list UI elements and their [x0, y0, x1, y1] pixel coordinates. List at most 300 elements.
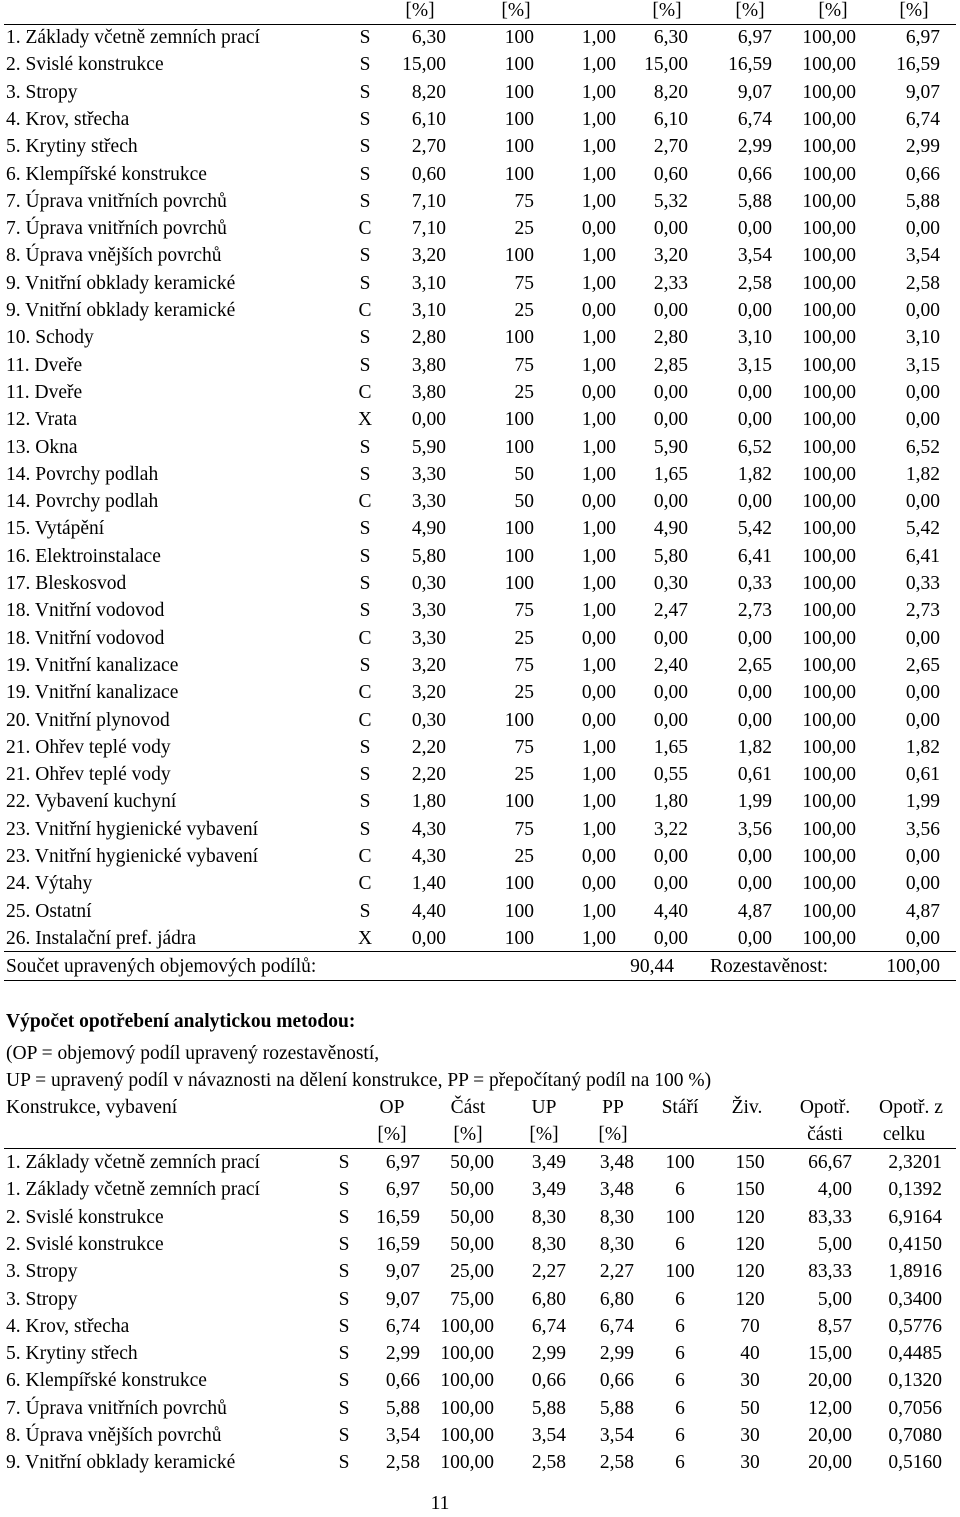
cell-value: 3,56 — [905, 818, 940, 840]
cell-value: 1,00 — [581, 436, 616, 458]
cell-value: 6,74 — [599, 1315, 634, 1337]
cell-name: 8. Úprava vnějších povrchů — [6, 245, 222, 267]
cell-value: 3,15 — [737, 354, 772, 376]
cell-value: 100,00 — [802, 518, 856, 540]
cell-value: 75 — [514, 654, 534, 676]
cell-value: 6,97 — [737, 27, 772, 48]
table-row — [0, 1313, 960, 1340]
cell-value: 2,58 — [599, 1452, 634, 1474]
unit-label: [%] — [899, 0, 929, 21]
cell-value: 5,00 — [817, 1288, 852, 1310]
cell-name: 19. Vnitřní kanalizace — [6, 654, 179, 676]
cell-name: 17. Bleskosvod — [6, 573, 127, 594]
cell-value: 25 — [514, 846, 534, 867]
cell-value: 120 — [735, 1288, 765, 1310]
cell-value: 6 — [675, 1179, 685, 1201]
cell-type: C — [358, 381, 372, 403]
cell-type: S — [359, 545, 371, 567]
table-row — [0, 570, 960, 597]
table1-unit-header — [0, 0, 960, 24]
table-row — [0, 543, 960, 570]
table-row — [0, 1231, 960, 1258]
cell-type: S — [338, 1261, 350, 1283]
cell-value: 16,59 — [896, 54, 940, 76]
table-row — [0, 707, 960, 734]
cell-value: 0,66 — [737, 163, 772, 185]
cell-value: 100,00 — [802, 27, 856, 48]
cell-value: 4,40 — [411, 900, 446, 922]
cell-value: 0,00 — [905, 846, 940, 867]
cell-value: 0,1320 — [888, 1370, 942, 1392]
cell-value: 8,20 — [411, 81, 446, 103]
cell-type: S — [338, 1343, 350, 1365]
cell-value: 150 — [735, 1152, 765, 1173]
cell-value: 100,00 — [802, 81, 856, 103]
cell-value: 2,65 — [737, 654, 772, 676]
table1-bottom-rule — [4, 980, 956, 981]
cell-name: 8. Úprava vnějších povrchů — [6, 1425, 222, 1446]
cell-value: 3,49 — [531, 1152, 566, 1173]
cell-value: 1,00 — [581, 136, 616, 158]
cell-value: 100 — [504, 518, 534, 540]
cell-type: S — [359, 518, 371, 540]
cell-value: 6,80 — [599, 1288, 634, 1310]
cell-value: 0,00 — [653, 381, 688, 403]
cell-value: 100,00 — [802, 272, 856, 294]
col-header: UP — [531, 1097, 557, 1118]
cell-value: 6,52 — [737, 436, 772, 458]
cell-value: 50,00 — [450, 1206, 494, 1228]
cell-value: 20,00 — [808, 1425, 852, 1446]
cell-value: 100,00 — [802, 327, 856, 349]
cell-name: 9. Vnitřní obklady keramické — [6, 300, 236, 321]
cell-value: 2,70 — [411, 136, 446, 158]
cell-value: 6 — [675, 1452, 685, 1474]
cell-value: 1,00 — [581, 764, 616, 786]
cell-value: 0,33 — [737, 573, 772, 594]
cell-type: S — [359, 354, 371, 376]
cell-type: S — [359, 463, 371, 485]
cell-value: 100 — [504, 245, 534, 267]
cell-value: 2,58 — [905, 272, 940, 294]
cell-value: 0,4150 — [888, 1233, 942, 1255]
cell-value: 5,90 — [411, 436, 446, 458]
cell-value: 0,00 — [581, 218, 616, 240]
cell-value: 3,54 — [599, 1425, 634, 1446]
cell-value: 0,00 — [581, 300, 616, 321]
cell-value: 1,00 — [581, 81, 616, 103]
table-row — [0, 761, 960, 788]
cell-type: C — [358, 491, 372, 513]
cell-value: 100,00 — [802, 846, 856, 867]
cell-value: 7,10 — [411, 190, 446, 212]
cell-type: S — [359, 900, 371, 922]
table-row — [0, 324, 960, 351]
cell-name: 12. Vrata — [6, 409, 78, 431]
table-row — [0, 106, 960, 133]
cell-value: 0,00 — [581, 381, 616, 403]
cell-value: 3,30 — [411, 600, 446, 622]
table-row — [0, 1176, 960, 1203]
cell-value: 0,00 — [653, 709, 688, 731]
unit-label: [%] — [405, 0, 435, 21]
cell-value: 1,00 — [581, 463, 616, 485]
cell-value: 0,00 — [737, 709, 772, 731]
cell-value: 0,00 — [653, 873, 688, 895]
cell-value: 0,00 — [737, 682, 772, 704]
cell-value: 0,00 — [653, 927, 688, 949]
cell-value: 6,74 — [531, 1315, 566, 1337]
cell-value: 3,54 — [385, 1425, 420, 1446]
cell-value: 30 — [740, 1452, 760, 1474]
cell-name: 25. Ostatní — [6, 900, 92, 922]
cell-type: S — [359, 81, 371, 103]
cell-value: 16,59 — [376, 1233, 420, 1255]
cell-value: 100 — [504, 573, 534, 594]
cell-value: 3,48 — [599, 1179, 634, 1201]
cell-value: 1,00 — [581, 600, 616, 622]
cell-name: 2. Svislé konstrukce — [6, 1206, 164, 1228]
cell-value: 1,00 — [581, 163, 616, 185]
cell-value: 3,48 — [599, 1152, 634, 1173]
cell-type: S — [338, 1152, 350, 1173]
cell-value: 0,00 — [905, 218, 940, 240]
col-unit: části — [807, 1124, 843, 1145]
cell-value: 50,00 — [450, 1179, 494, 1201]
cell-value: 3,56 — [737, 818, 772, 840]
table-row — [0, 1258, 960, 1285]
table-row — [0, 898, 960, 925]
cell-value: 8,30 — [599, 1233, 634, 1255]
cell-value: 2,40 — [653, 654, 688, 676]
cell-value: 100 — [504, 327, 534, 349]
table-row — [0, 352, 960, 379]
cell-type: X — [357, 409, 373, 431]
table-row — [0, 1422, 960, 1449]
cell-value: 2,58 — [385, 1452, 420, 1474]
cell-value: 0,00 — [411, 409, 446, 431]
cell-name: 7. Úprava vnitřních povrchů — [6, 218, 227, 240]
cell-value: 3,49 — [531, 1179, 566, 1201]
cell-value: 6,10 — [653, 108, 688, 130]
cell-value: 2,99 — [531, 1343, 566, 1365]
table-row — [0, 1286, 960, 1313]
table-row — [0, 133, 960, 160]
cell-value: 4,30 — [411, 818, 446, 840]
cell-value: 30 — [740, 1425, 760, 1446]
cell-type: C — [358, 627, 372, 649]
section-note-line1: (OP = objemový podíl upravený rozestavěností, — [6, 1043, 380, 1064]
cell-value: 3,22 — [653, 818, 688, 840]
cell-value: 3,15 — [905, 354, 940, 376]
cell-value: 100,00 — [802, 463, 856, 485]
cell-name: 23. Vnitřní hygienické vybavení — [6, 846, 259, 867]
cell-value: 6,74 — [737, 108, 772, 130]
section-note-line2: UP = upravený podíl v návaznosti na dělení konstrukce, PP = přepočítaný podíl na 100 %) — [6, 1070, 712, 1091]
cell-value: 50 — [514, 463, 534, 485]
cell-value: 100,00 — [802, 764, 856, 786]
cell-value: 6,10 — [411, 108, 446, 130]
cell-value: 6,9164 — [888, 1206, 942, 1228]
cell-value: 100,00 — [802, 791, 856, 813]
cell-value: 12,00 — [808, 1397, 852, 1419]
cell-value: 120 — [735, 1233, 765, 1255]
cell-name: 14. Povrchy podlah — [6, 491, 159, 513]
cell-value: 6 — [675, 1370, 685, 1392]
completion-value: 100,00 — [886, 956, 940, 977]
cell-value: 100 — [504, 900, 534, 922]
cell-value: 0,00 — [581, 846, 616, 867]
cell-value: 5,88 — [905, 190, 940, 212]
col-header: PP — [602, 1097, 624, 1118]
cell-type: S — [338, 1315, 350, 1337]
cell-type: S — [359, 436, 371, 458]
cell-value: 100,00 — [802, 736, 856, 758]
table-row — [0, 461, 960, 488]
cell-value: 100,00 — [802, 627, 856, 649]
cell-value: 1,00 — [581, 900, 616, 922]
cell-value: 100 — [504, 163, 534, 185]
cell-value: 20,00 — [808, 1452, 852, 1474]
table-row — [0, 1367, 960, 1394]
col-unit: [%] — [453, 1124, 483, 1145]
cell-value: 0,00 — [737, 846, 772, 867]
cell-value: 0,7056 — [888, 1397, 942, 1419]
cell-value: 100,00 — [802, 873, 856, 895]
cell-value: 0,00 — [905, 381, 940, 403]
cell-value: 0,5160 — [888, 1452, 942, 1474]
cell-value: 0,3400 — [888, 1288, 942, 1310]
cell-value: 100,00 — [802, 682, 856, 704]
table-row — [0, 1340, 960, 1367]
cell-value: 100,00 — [440, 1370, 494, 1392]
cell-value: 0,00 — [653, 218, 688, 240]
cell-type: S — [359, 818, 371, 840]
cell-value: 0,00 — [581, 873, 616, 895]
cell-value: 7,10 — [411, 218, 446, 240]
cell-value: 15,00 — [644, 54, 688, 76]
cell-value: 5,42 — [905, 518, 940, 540]
cell-value: 3,10 — [411, 272, 446, 294]
cell-value: 0,00 — [905, 873, 940, 895]
table-row — [0, 297, 960, 324]
cell-type: X — [357, 927, 373, 949]
cell-value: 1,80 — [653, 791, 688, 813]
cell-value: 2,70 — [653, 136, 688, 158]
cell-value: 0,00 — [737, 873, 772, 895]
cell-name: 3. Stropy — [6, 1261, 78, 1283]
cell-value: 4,40 — [653, 900, 688, 922]
col-header: Opotř. z — [879, 1097, 943, 1118]
cell-value: 0,30 — [653, 573, 688, 594]
cell-value: 1,00 — [581, 327, 616, 349]
cell-value: 1,00 — [581, 272, 616, 294]
cell-value: 5,80 — [411, 545, 446, 567]
cell-value: 8,30 — [531, 1233, 566, 1255]
cell-value: 100 — [504, 108, 534, 130]
cell-value: 1,00 — [581, 545, 616, 567]
cell-name: 11. Dveře — [6, 354, 83, 376]
cell-value: 120 — [735, 1261, 765, 1283]
cell-type: S — [338, 1206, 350, 1228]
cell-value: 2,27 — [599, 1261, 634, 1283]
col-header: Konstrukce, vybavení — [6, 1097, 178, 1118]
cell-value: 100,00 — [802, 108, 856, 130]
cell-type: S — [359, 190, 371, 212]
cell-value: 100 — [504, 545, 534, 567]
cell-name: 1. Základy včetně zemních prací — [6, 27, 260, 48]
cell-value: 8,30 — [599, 1206, 634, 1228]
table-row — [0, 816, 960, 843]
cell-value: 100,00 — [440, 1452, 494, 1474]
cell-value: 5,90 — [653, 436, 688, 458]
cell-type: S — [359, 327, 371, 349]
cell-value: 8,30 — [531, 1206, 566, 1228]
cell-value: 6,97 — [385, 1152, 420, 1173]
cell-value: 100 — [665, 1261, 695, 1283]
cell-value: 3,20 — [653, 245, 688, 267]
cell-value: 0,00 — [737, 409, 772, 431]
cell-value: 5,32 — [653, 190, 688, 212]
cell-value: 2,33 — [653, 272, 688, 294]
cell-value: 75,00 — [450, 1288, 494, 1310]
cell-value: 15,00 — [808, 1343, 852, 1365]
cell-value: 1,00 — [581, 27, 616, 48]
cell-value: 2,85 — [653, 354, 688, 376]
sum-value: 90,44 — [630, 956, 674, 977]
cell-value: 6,30 — [411, 27, 446, 48]
cell-value: 100,00 — [802, 491, 856, 513]
cell-value: 3,30 — [411, 463, 446, 485]
cell-value: 4,90 — [653, 518, 688, 540]
cell-value: 100 — [504, 27, 534, 48]
cell-name: 24. Výtahy — [6, 873, 93, 895]
cell-value: 3,10 — [905, 327, 940, 349]
table-row — [0, 843, 960, 870]
cell-value: 4,87 — [905, 900, 940, 922]
cell-value: 5,88 — [385, 1397, 420, 1419]
cell-value: 0,00 — [653, 627, 688, 649]
unit-label: [%] — [501, 0, 531, 21]
cell-value: 100,00 — [802, 545, 856, 567]
cell-value: 1,00 — [581, 245, 616, 267]
cell-value: 25 — [514, 682, 534, 704]
cell-value: 0,33 — [905, 573, 940, 594]
cell-value: 9,07 — [385, 1261, 420, 1283]
table2-header-row1 — [0, 1094, 960, 1121]
table-row — [0, 679, 960, 706]
cell-name: 19. Vnitřní kanalizace — [6, 682, 179, 704]
cell-name: 21. Ohřev teplé vody — [6, 736, 171, 758]
cell-value: 0,66 — [599, 1370, 634, 1392]
cell-value: 0,00 — [411, 927, 446, 949]
cell-name: 21. Ohřev teplé vody — [6, 764, 171, 786]
cell-type: C — [358, 709, 372, 731]
cell-value: 0,00 — [653, 491, 688, 513]
cell-value: 1,00 — [581, 354, 616, 376]
table-row — [0, 434, 960, 461]
cell-value: 2,58 — [531, 1452, 566, 1474]
cell-value: 0,61 — [905, 764, 940, 786]
cell-value: 100,00 — [802, 136, 856, 158]
cell-value: 0,1392 — [888, 1179, 942, 1201]
cell-value: 6 — [675, 1397, 685, 1419]
cell-name: 3. Stropy — [6, 81, 78, 103]
cell-name: 22. Vybavení kuchyní — [6, 791, 177, 813]
cell-name: 6. Klempířské konstrukce — [6, 1370, 207, 1392]
cell-value: 100,00 — [802, 381, 856, 403]
cell-value: 75 — [514, 354, 534, 376]
cell-name: 4. Krov, střecha — [6, 108, 130, 130]
cell-value: 2,27 — [531, 1261, 566, 1283]
table-row — [0, 1149, 960, 1176]
cell-value: 0,4485 — [888, 1343, 942, 1365]
cell-value: 100,00 — [802, 573, 856, 594]
cell-type: S — [359, 163, 371, 185]
cell-value: 3,54 — [531, 1425, 566, 1446]
cell-value: 4,87 — [737, 900, 772, 922]
cell-value: 0,60 — [653, 163, 688, 185]
table-row — [0, 652, 960, 679]
cell-value: 1,00 — [581, 736, 616, 758]
cell-value: 0,61 — [737, 764, 772, 786]
cell-value: 0,00 — [581, 709, 616, 731]
cell-value: 5,88 — [531, 1397, 566, 1419]
cell-value: 50 — [740, 1397, 760, 1419]
cell-value: 100,00 — [802, 163, 856, 185]
cell-value: 2,73 — [905, 600, 940, 622]
cell-value: 25 — [514, 381, 534, 403]
cell-type: S — [338, 1425, 350, 1446]
cell-name: 7. Úprava vnitřních povrchů — [6, 190, 227, 212]
cell-name: 1. Základy včetně zemních prací — [6, 1152, 260, 1173]
cell-value: 16,59 — [376, 1206, 420, 1228]
col-unit: [%] — [529, 1124, 559, 1145]
cell-value: 1,82 — [905, 736, 940, 758]
cell-value: 50,00 — [450, 1152, 494, 1173]
cell-name: 14. Povrchy podlah — [6, 463, 159, 485]
table-row — [0, 79, 960, 106]
cell-value: 6,80 — [531, 1288, 566, 1310]
cell-value: 70 — [740, 1315, 760, 1337]
cell-value: 6 — [675, 1343, 685, 1365]
table2-header-row2 — [0, 1121, 960, 1148]
cell-value: 100 — [504, 709, 534, 731]
cell-value: 6,74 — [385, 1315, 420, 1337]
cell-name: 2. Svislé konstrukce — [6, 54, 164, 76]
cell-value: 0,00 — [581, 491, 616, 513]
cell-value: 9,07 — [905, 81, 940, 103]
cell-value: 6,30 — [653, 27, 688, 48]
cell-value: 50,00 — [450, 1233, 494, 1255]
cell-type: S — [359, 654, 371, 676]
cell-value: 100,00 — [802, 709, 856, 731]
cell-value: 0,66 — [385, 1370, 420, 1392]
cell-value: 1,99 — [737, 791, 772, 813]
cell-name: 3. Stropy — [6, 1288, 78, 1310]
cell-type: S — [338, 1452, 350, 1474]
cell-type: C — [358, 873, 372, 895]
cell-value: 75 — [514, 272, 534, 294]
cell-type: S — [359, 54, 371, 76]
cell-name: 20. Vnitřní plynovod — [6, 709, 170, 731]
table-row — [0, 597, 960, 624]
cell-value: 4,30 — [411, 846, 446, 867]
cell-value: 0,00 — [905, 627, 940, 649]
cell-value: 3,54 — [737, 245, 772, 267]
cell-type: S — [359, 245, 371, 267]
cell-value: 100,00 — [802, 600, 856, 622]
